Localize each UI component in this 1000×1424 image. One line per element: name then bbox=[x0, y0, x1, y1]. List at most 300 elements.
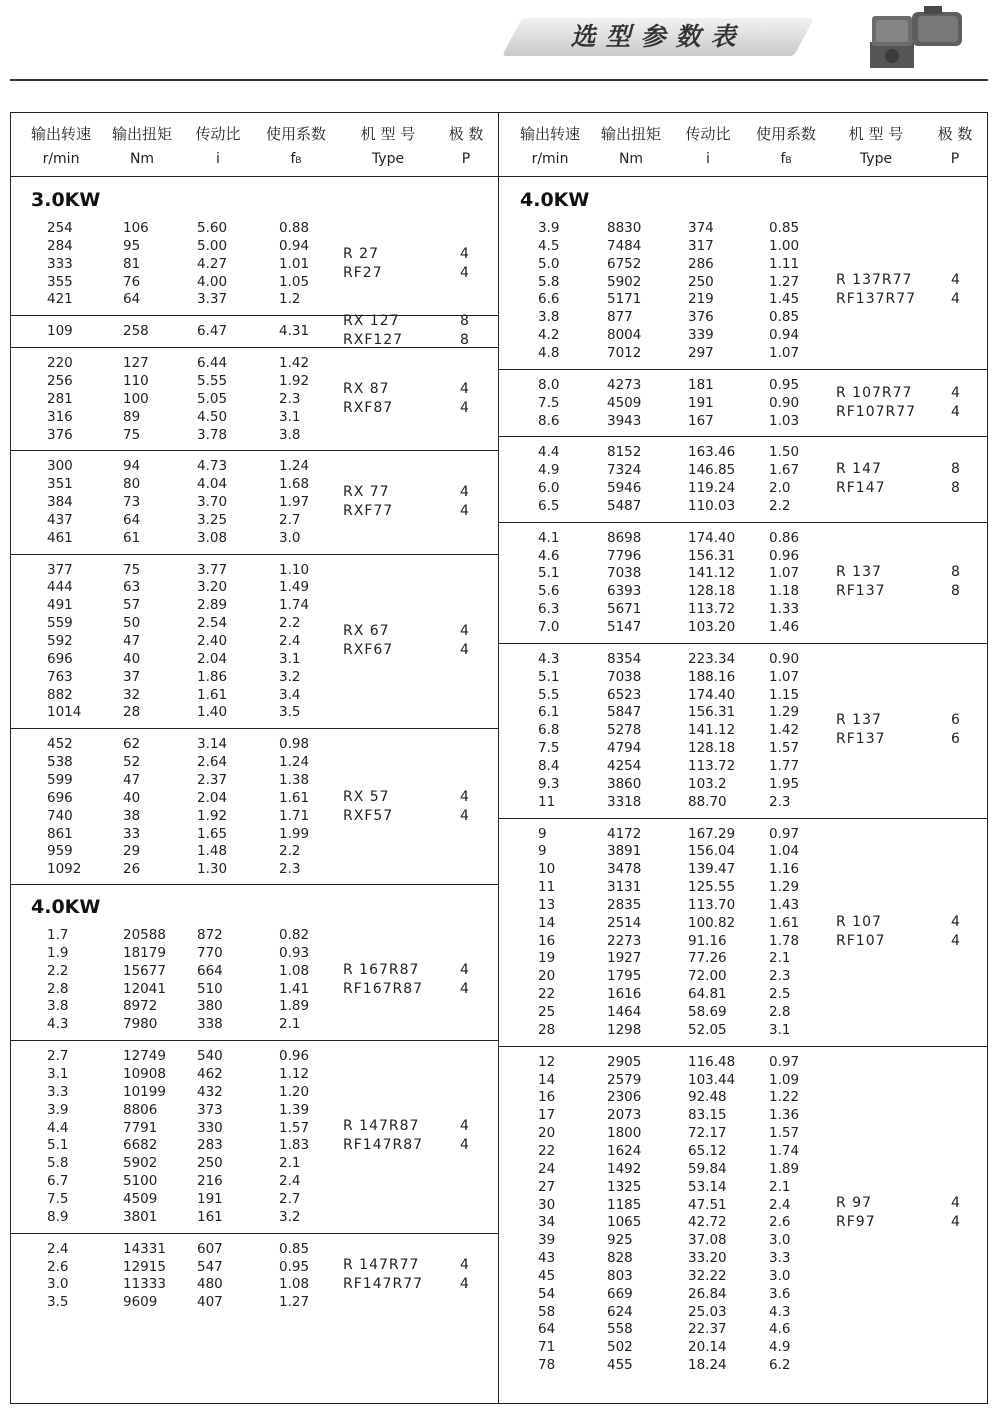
table-cell: 1927 bbox=[607, 950, 642, 967]
table-cell: 5171 bbox=[607, 291, 642, 308]
table-cell: 1.92 bbox=[197, 807, 228, 824]
table-cell: 2.2 bbox=[769, 497, 791, 514]
table-cell: 1.00 bbox=[769, 237, 800, 254]
table-cell: 75 bbox=[123, 426, 141, 443]
table-cell: 380 bbox=[197, 998, 223, 1015]
table-cell: 0.85 bbox=[279, 1240, 310, 1257]
table-cell: 1.09 bbox=[769, 1071, 800, 1088]
table-cell: 502 bbox=[607, 1339, 633, 1356]
table-cell: 1.78 bbox=[769, 932, 800, 949]
pole-count: 4 bbox=[951, 403, 960, 420]
table-cell: 3.2 bbox=[279, 668, 301, 685]
table-cell: 141.12 bbox=[688, 722, 736, 739]
table-cell: 1.77 bbox=[769, 757, 800, 774]
table-cell: 156.31 bbox=[688, 547, 736, 564]
table-cell: 4254 bbox=[607, 757, 642, 774]
table-cell: 4.9 bbox=[538, 462, 560, 479]
pole-count: 4 bbox=[460, 1137, 469, 1154]
table-cell: 20.14 bbox=[688, 1339, 727, 1356]
table-cell: 6523 bbox=[607, 686, 642, 703]
table-cell: 1.57 bbox=[279, 1119, 310, 1136]
table-cell: 113.72 bbox=[688, 757, 736, 774]
table-cell: 2.8 bbox=[769, 1004, 791, 1020]
table-cell: 6.47 bbox=[197, 323, 228, 340]
table-cell: 1.61 bbox=[769, 914, 800, 931]
table-cell: 119.24 bbox=[688, 480, 736, 497]
table-cell: 9609 bbox=[123, 1294, 158, 1311]
table-cell: 6.1 bbox=[538, 704, 560, 721]
table-cell: 42.72 bbox=[688, 1214, 727, 1231]
table-cell: 3.20 bbox=[197, 579, 228, 596]
table-cell: 1795 bbox=[607, 968, 642, 985]
model-type: R 137 bbox=[836, 564, 882, 581]
table-cell: 1.11 bbox=[769, 255, 800, 272]
column-header: 机 型 号 bbox=[848, 125, 904, 143]
table-cell: 3131 bbox=[607, 879, 642, 896]
table-cell: 2.6 bbox=[769, 1214, 791, 1231]
table-cell: 7324 bbox=[607, 462, 642, 479]
table-cell: 9.3 bbox=[538, 775, 560, 792]
table-cell: 2.7 bbox=[279, 511, 301, 528]
table-cell: 2.1 bbox=[279, 1155, 301, 1172]
model-type: R 137R77 bbox=[836, 272, 913, 289]
table-cell: 0.95 bbox=[279, 1258, 310, 1275]
table-cell: 20588 bbox=[123, 927, 166, 944]
table-cell: 763 bbox=[47, 668, 73, 685]
table-cell: 0.90 bbox=[769, 394, 800, 411]
table-cell: 7980 bbox=[123, 1016, 158, 1033]
table-cell: 2.5 bbox=[769, 986, 791, 1003]
table-cell: 407 bbox=[197, 1294, 223, 1311]
column-header: 输出扭矩 bbox=[600, 125, 661, 143]
table-cell: 3.9 bbox=[538, 220, 560, 236]
pole-count: 6 bbox=[951, 712, 960, 729]
table-cell: 174.40 bbox=[688, 686, 736, 703]
table-cell: 18179 bbox=[123, 944, 166, 961]
pole-count: 4 bbox=[460, 980, 469, 997]
table-cell: 3.8 bbox=[47, 998, 69, 1015]
table-cell: 2.54 bbox=[197, 615, 228, 632]
table-cell: 216 bbox=[197, 1173, 223, 1190]
pole-count: 8 bbox=[460, 313, 469, 330]
table-cell: 109 bbox=[47, 323, 73, 340]
table-cell: 4.04 bbox=[197, 476, 228, 493]
table-cell: 156.04 bbox=[688, 843, 736, 860]
table-cell: 1.74 bbox=[769, 1142, 800, 1159]
pole-count: 4 bbox=[951, 272, 960, 289]
table-cell: 2.04 bbox=[197, 650, 228, 667]
table-cell: 355 bbox=[47, 273, 73, 290]
table-cell: 1.86 bbox=[197, 668, 228, 685]
pole-count: 4 bbox=[460, 961, 469, 978]
table-cell: 317 bbox=[688, 237, 714, 254]
table-cell: 1.83 bbox=[279, 1137, 310, 1154]
table-cell: 6.8 bbox=[538, 722, 560, 739]
model-type: RF147R87 bbox=[343, 1137, 424, 1154]
table-cell: 607 bbox=[197, 1240, 223, 1257]
table-cell: 0.88 bbox=[279, 220, 310, 236]
table-cell: 4.1 bbox=[538, 529, 560, 546]
table-cell: 1185 bbox=[607, 1196, 642, 1213]
pole-count: 4 bbox=[460, 1276, 469, 1293]
power-rating: 4.0KW bbox=[520, 189, 590, 211]
table-cell: 78 bbox=[538, 1357, 556, 1374]
table-cell: 3.1 bbox=[769, 1021, 791, 1038]
table-cell: 5100 bbox=[123, 1173, 158, 1190]
group-separator bbox=[10, 315, 498, 316]
model-type: R 147 bbox=[836, 461, 882, 478]
table-cell: 127 bbox=[123, 355, 149, 372]
table-cell: 1.07 bbox=[769, 565, 800, 582]
power-rating: 3.0KW bbox=[31, 189, 101, 211]
model-type: RX 77 bbox=[343, 483, 390, 500]
table-cell: 5.00 bbox=[197, 237, 228, 254]
pole-count: 4 bbox=[951, 291, 960, 308]
table-cell: 4.50 bbox=[197, 408, 228, 425]
table-cell: 5487 bbox=[607, 497, 642, 514]
model-type: RF107R77 bbox=[836, 403, 917, 420]
table-cell: 75 bbox=[123, 561, 141, 578]
table-cell: 1.50 bbox=[769, 444, 800, 461]
table-cell: 7.5 bbox=[47, 1190, 69, 1207]
table-cell: 4.4 bbox=[538, 444, 560, 461]
table-cell: 3.2 bbox=[279, 1208, 301, 1225]
table-cell: 12749 bbox=[123, 1048, 166, 1065]
table-cell: 5.05 bbox=[197, 390, 228, 407]
table-cell: 103.2 bbox=[688, 775, 727, 792]
table-cell: 5902 bbox=[123, 1155, 158, 1172]
table-cell: 2.7 bbox=[279, 1190, 301, 1207]
column-header: 机 型 号 bbox=[360, 125, 416, 143]
table-cell: 2.89 bbox=[197, 597, 228, 614]
table-cell: 37.08 bbox=[688, 1232, 727, 1249]
model-type: R 167R87 bbox=[343, 961, 420, 978]
table-cell: 1.38 bbox=[279, 771, 310, 788]
table-cell: 191 bbox=[688, 394, 714, 411]
table-cell: 37 bbox=[123, 668, 141, 685]
table-cell: 89 bbox=[123, 408, 141, 425]
column-unit: i bbox=[706, 151, 710, 167]
pole-count: 4 bbox=[951, 1214, 960, 1231]
table-cell: 4.31 bbox=[279, 323, 310, 340]
table-cell: 5902 bbox=[607, 273, 642, 290]
table-cell: 12915 bbox=[123, 1258, 166, 1275]
table-cell: 1.49 bbox=[279, 579, 310, 596]
table-cell: 2.40 bbox=[197, 633, 228, 649]
table-cell: 47 bbox=[123, 633, 141, 649]
column-unit: fB bbox=[290, 151, 302, 167]
table-cell: 2.4 bbox=[279, 1173, 301, 1190]
table-cell: 47 bbox=[123, 771, 141, 788]
table-cell: 1.40 bbox=[197, 704, 228, 721]
table-cell: 8.0 bbox=[538, 376, 560, 393]
table-cell: 26 bbox=[123, 861, 141, 878]
table-cell: 26.84 bbox=[688, 1285, 727, 1302]
table-cell: 7012 bbox=[607, 344, 642, 361]
table-cell: 696 bbox=[47, 789, 73, 806]
table-cell: 286 bbox=[688, 255, 714, 272]
pole-count: 8 bbox=[951, 461, 960, 478]
table-cell: 1.42 bbox=[769, 722, 800, 739]
table-cell: 4.8 bbox=[538, 344, 560, 361]
model-type: RF97 bbox=[836, 1214, 876, 1231]
group-separator bbox=[499, 369, 988, 370]
table-cell: 925 bbox=[607, 1232, 633, 1249]
table-cell: 3.5 bbox=[279, 704, 301, 721]
table-cell: 861 bbox=[47, 825, 73, 842]
table-cell: 6.5 bbox=[538, 497, 560, 514]
table-cell: 0.95 bbox=[769, 376, 800, 393]
table-cell: 94 bbox=[123, 458, 141, 475]
table-cell: 47.51 bbox=[688, 1196, 727, 1213]
table-cell: 65.12 bbox=[688, 1142, 727, 1159]
table-cell: 2.64 bbox=[197, 754, 228, 771]
table-cell: 223.34 bbox=[688, 650, 736, 667]
table-cell: 113.70 bbox=[688, 896, 736, 913]
table-cell: 3318 bbox=[607, 793, 642, 810]
table-cell: 3.4 bbox=[279, 686, 301, 703]
table-cell: 1.99 bbox=[279, 825, 310, 842]
table-cell: 40 bbox=[123, 789, 141, 806]
table-cell: 125.55 bbox=[688, 879, 736, 896]
table-cell: 1.74 bbox=[279, 597, 310, 614]
table-cell: 4.6 bbox=[769, 1321, 791, 1338]
model-type: R 107 bbox=[836, 913, 882, 930]
table-cell: 5.0 bbox=[538, 255, 560, 272]
table-cell: 1.42 bbox=[279, 355, 310, 372]
table-cell: 8354 bbox=[607, 650, 642, 667]
table-cell: 15677 bbox=[123, 962, 166, 979]
table-cell: 1298 bbox=[607, 1021, 642, 1038]
column-header: 极 数 bbox=[937, 125, 973, 143]
table-cell: 3.25 bbox=[197, 511, 228, 528]
table-cell: 384 bbox=[47, 494, 73, 511]
table-cell: 8698 bbox=[607, 529, 642, 546]
column-unit: P bbox=[950, 151, 960, 167]
table-cell: 2.0 bbox=[769, 480, 791, 497]
table-cell: 462 bbox=[197, 1066, 223, 1082]
table-cell: 3.9 bbox=[47, 1101, 69, 1118]
table-cell: 877 bbox=[607, 309, 633, 326]
table-cell: 2.1 bbox=[279, 1016, 301, 1033]
group-separator bbox=[499, 522, 988, 523]
table-cell: 188.16 bbox=[688, 668, 736, 685]
table-cell: 5946 bbox=[607, 480, 642, 497]
column-header: 使用系数 bbox=[265, 125, 326, 143]
table-cell: 18.24 bbox=[688, 1357, 727, 1374]
table-cell: 1.29 bbox=[769, 879, 800, 896]
table-cell: 5278 bbox=[607, 722, 642, 739]
model-type: RF147R77 bbox=[343, 1276, 424, 1293]
table-cell: 300 bbox=[47, 458, 73, 475]
table-cell: 106 bbox=[123, 220, 149, 236]
table-cell: 1.43 bbox=[769, 896, 800, 913]
table-cell: 13 bbox=[538, 896, 556, 913]
table-cell: 281 bbox=[47, 390, 73, 407]
table-cell: 139.47 bbox=[688, 861, 736, 878]
table-cell: 83.15 bbox=[688, 1107, 727, 1124]
table-cell: 1.9 bbox=[47, 944, 69, 961]
table-cell: 2.2 bbox=[279, 615, 301, 632]
model-type: RXF57 bbox=[343, 807, 394, 824]
table-cell: 740 bbox=[47, 807, 73, 824]
table-cell: 4794 bbox=[607, 740, 642, 757]
table-cell: 2.2 bbox=[279, 843, 301, 860]
table-cell: 4.5 bbox=[538, 237, 560, 254]
table-cell: 1.08 bbox=[279, 962, 310, 979]
table-cell: 2.4 bbox=[47, 1240, 69, 1257]
model-type: R 107R77 bbox=[836, 384, 913, 401]
group-separator bbox=[10, 728, 498, 729]
table-cell: 872 bbox=[197, 927, 223, 944]
table-cell: 1.46 bbox=[769, 619, 800, 635]
pole-count: 4 bbox=[951, 384, 960, 401]
table-cell: 2.1 bbox=[769, 950, 791, 967]
table-cell: 33.20 bbox=[688, 1250, 727, 1267]
table-cell: 8806 bbox=[123, 1101, 158, 1118]
table-cell: 2.4 bbox=[279, 633, 301, 649]
table-cell: 43 bbox=[538, 1250, 556, 1267]
table-cell: 333 bbox=[47, 255, 73, 272]
column-unit: Nm bbox=[618, 151, 644, 167]
table-cell: 11 bbox=[538, 793, 556, 810]
pole-count: 4 bbox=[460, 807, 469, 824]
table-cell: 4.3 bbox=[538, 650, 560, 667]
table-cell: 52.05 bbox=[688, 1021, 727, 1038]
table-cell: 770 bbox=[197, 944, 223, 961]
table-cell: 1.67 bbox=[769, 462, 800, 479]
table-cell: 141.12 bbox=[688, 565, 736, 582]
table-cell: 19 bbox=[538, 950, 556, 967]
header-separator bbox=[10, 176, 498, 177]
table-cell: 2514 bbox=[607, 914, 642, 931]
table-cell: 1.39 bbox=[279, 1101, 310, 1118]
table-cell: 2.6 bbox=[47, 1258, 69, 1275]
table-cell: 32 bbox=[123, 686, 141, 703]
table-cell: 432 bbox=[197, 1083, 223, 1100]
table-cell: 34 bbox=[538, 1214, 556, 1231]
table-cell: 461 bbox=[47, 529, 73, 546]
table-cell: 558 bbox=[607, 1321, 633, 1338]
pole-count: 4 bbox=[460, 483, 469, 500]
table-cell: 1.45 bbox=[769, 291, 800, 308]
table-cell: 81 bbox=[123, 255, 141, 272]
table-cell: 167.29 bbox=[688, 825, 736, 842]
table-cell: 254 bbox=[47, 220, 73, 236]
table-cell: 2579 bbox=[607, 1071, 642, 1088]
table-cell: 0.85 bbox=[769, 220, 800, 236]
table-cell: 2835 bbox=[607, 896, 642, 913]
pole-count: 4 bbox=[951, 932, 960, 949]
table-cell: 480 bbox=[197, 1276, 223, 1293]
table-cell: 24 bbox=[538, 1160, 556, 1177]
table-cell: 64 bbox=[123, 291, 141, 308]
table-cell: 5.8 bbox=[538, 273, 560, 290]
table-cell: 91.16 bbox=[688, 932, 727, 949]
column-header: 传动比 bbox=[685, 125, 731, 143]
table-cell: 4.27 bbox=[197, 255, 228, 272]
column-unit: Nm bbox=[129, 151, 155, 167]
table-cell: 1.08 bbox=[279, 1276, 310, 1293]
table-cell: 128.18 bbox=[688, 740, 736, 757]
table-cell: 1.97 bbox=[279, 494, 310, 511]
table-cell: 174.40 bbox=[688, 529, 736, 546]
table-cell: 4.6 bbox=[538, 547, 560, 564]
table-cell: 191 bbox=[197, 1190, 223, 1207]
table-cell: 1.07 bbox=[769, 668, 800, 685]
column-header: 输出转速 bbox=[30, 125, 91, 143]
table-cell: 1624 bbox=[607, 1142, 642, 1159]
table-cell: 2.3 bbox=[279, 390, 301, 407]
table-cell: 6.3 bbox=[538, 601, 560, 618]
table-cell: 316 bbox=[47, 408, 73, 425]
table-cell: 57 bbox=[123, 597, 141, 614]
table-cell: 339 bbox=[688, 327, 714, 344]
table-cell: 669 bbox=[607, 1285, 633, 1302]
table-cell: 3.1 bbox=[47, 1066, 69, 1082]
table-cell: 27 bbox=[538, 1178, 556, 1195]
table-cell: 103.20 bbox=[688, 619, 736, 635]
table-cell: 376 bbox=[688, 309, 714, 326]
table-cell: 351 bbox=[47, 476, 73, 493]
model-type: R 27 bbox=[343, 245, 379, 262]
table-cell: 284 bbox=[47, 237, 73, 254]
table-cell: 116.48 bbox=[688, 1053, 736, 1070]
table-cell: 7.0 bbox=[538, 619, 560, 635]
model-type: RX 67 bbox=[343, 622, 390, 639]
table-cell: 491 bbox=[47, 597, 73, 614]
table-cell: 828 bbox=[607, 1250, 633, 1267]
table-cell: 4509 bbox=[123, 1190, 158, 1207]
column-unit: Type bbox=[859, 151, 893, 167]
table-cell: 4.00 bbox=[197, 273, 228, 290]
table-cell: 250 bbox=[688, 273, 714, 290]
table-cell: 64 bbox=[538, 1321, 556, 1338]
table-cell: 376 bbox=[47, 426, 73, 443]
table-cell: 7038 bbox=[607, 565, 642, 582]
table-cell: 4.73 bbox=[197, 458, 228, 475]
table-cell: 3.5 bbox=[47, 1294, 69, 1311]
table-cell: 5.5 bbox=[538, 686, 560, 703]
table-cell: 0.93 bbox=[279, 944, 310, 961]
table-cell: 1.36 bbox=[769, 1107, 800, 1124]
table-cell: 92.48 bbox=[688, 1089, 727, 1106]
table-cell: 0.94 bbox=[769, 327, 800, 344]
table-cell: 40 bbox=[123, 650, 141, 667]
table-cell: 1.57 bbox=[769, 1125, 800, 1142]
table-cell: 1.24 bbox=[279, 458, 310, 475]
table-cell: 0.96 bbox=[769, 547, 800, 564]
column-unit: P bbox=[461, 151, 471, 167]
pole-count: 4 bbox=[460, 502, 469, 519]
table-cell: 3891 bbox=[607, 843, 642, 860]
table-cell: 1.03 bbox=[769, 412, 800, 429]
table-cell: 1.2 bbox=[279, 291, 301, 308]
table-cell: 22 bbox=[538, 986, 556, 1003]
table-cell: 6.7 bbox=[47, 1173, 69, 1190]
column-unit: r/min bbox=[42, 151, 80, 167]
table-cell: 7484 bbox=[607, 237, 642, 254]
model-type: RXF67 bbox=[343, 641, 394, 658]
table-cell: 77.26 bbox=[688, 950, 727, 967]
column-header: 输出转速 bbox=[519, 125, 580, 143]
table-cell: 6393 bbox=[607, 583, 642, 600]
table-cell: 0.86 bbox=[769, 529, 800, 546]
pole-count: 8 bbox=[460, 332, 469, 349]
table-cell: 377 bbox=[47, 561, 73, 578]
table-cell: 4172 bbox=[607, 825, 642, 842]
table-cell: 538 bbox=[47, 754, 73, 771]
